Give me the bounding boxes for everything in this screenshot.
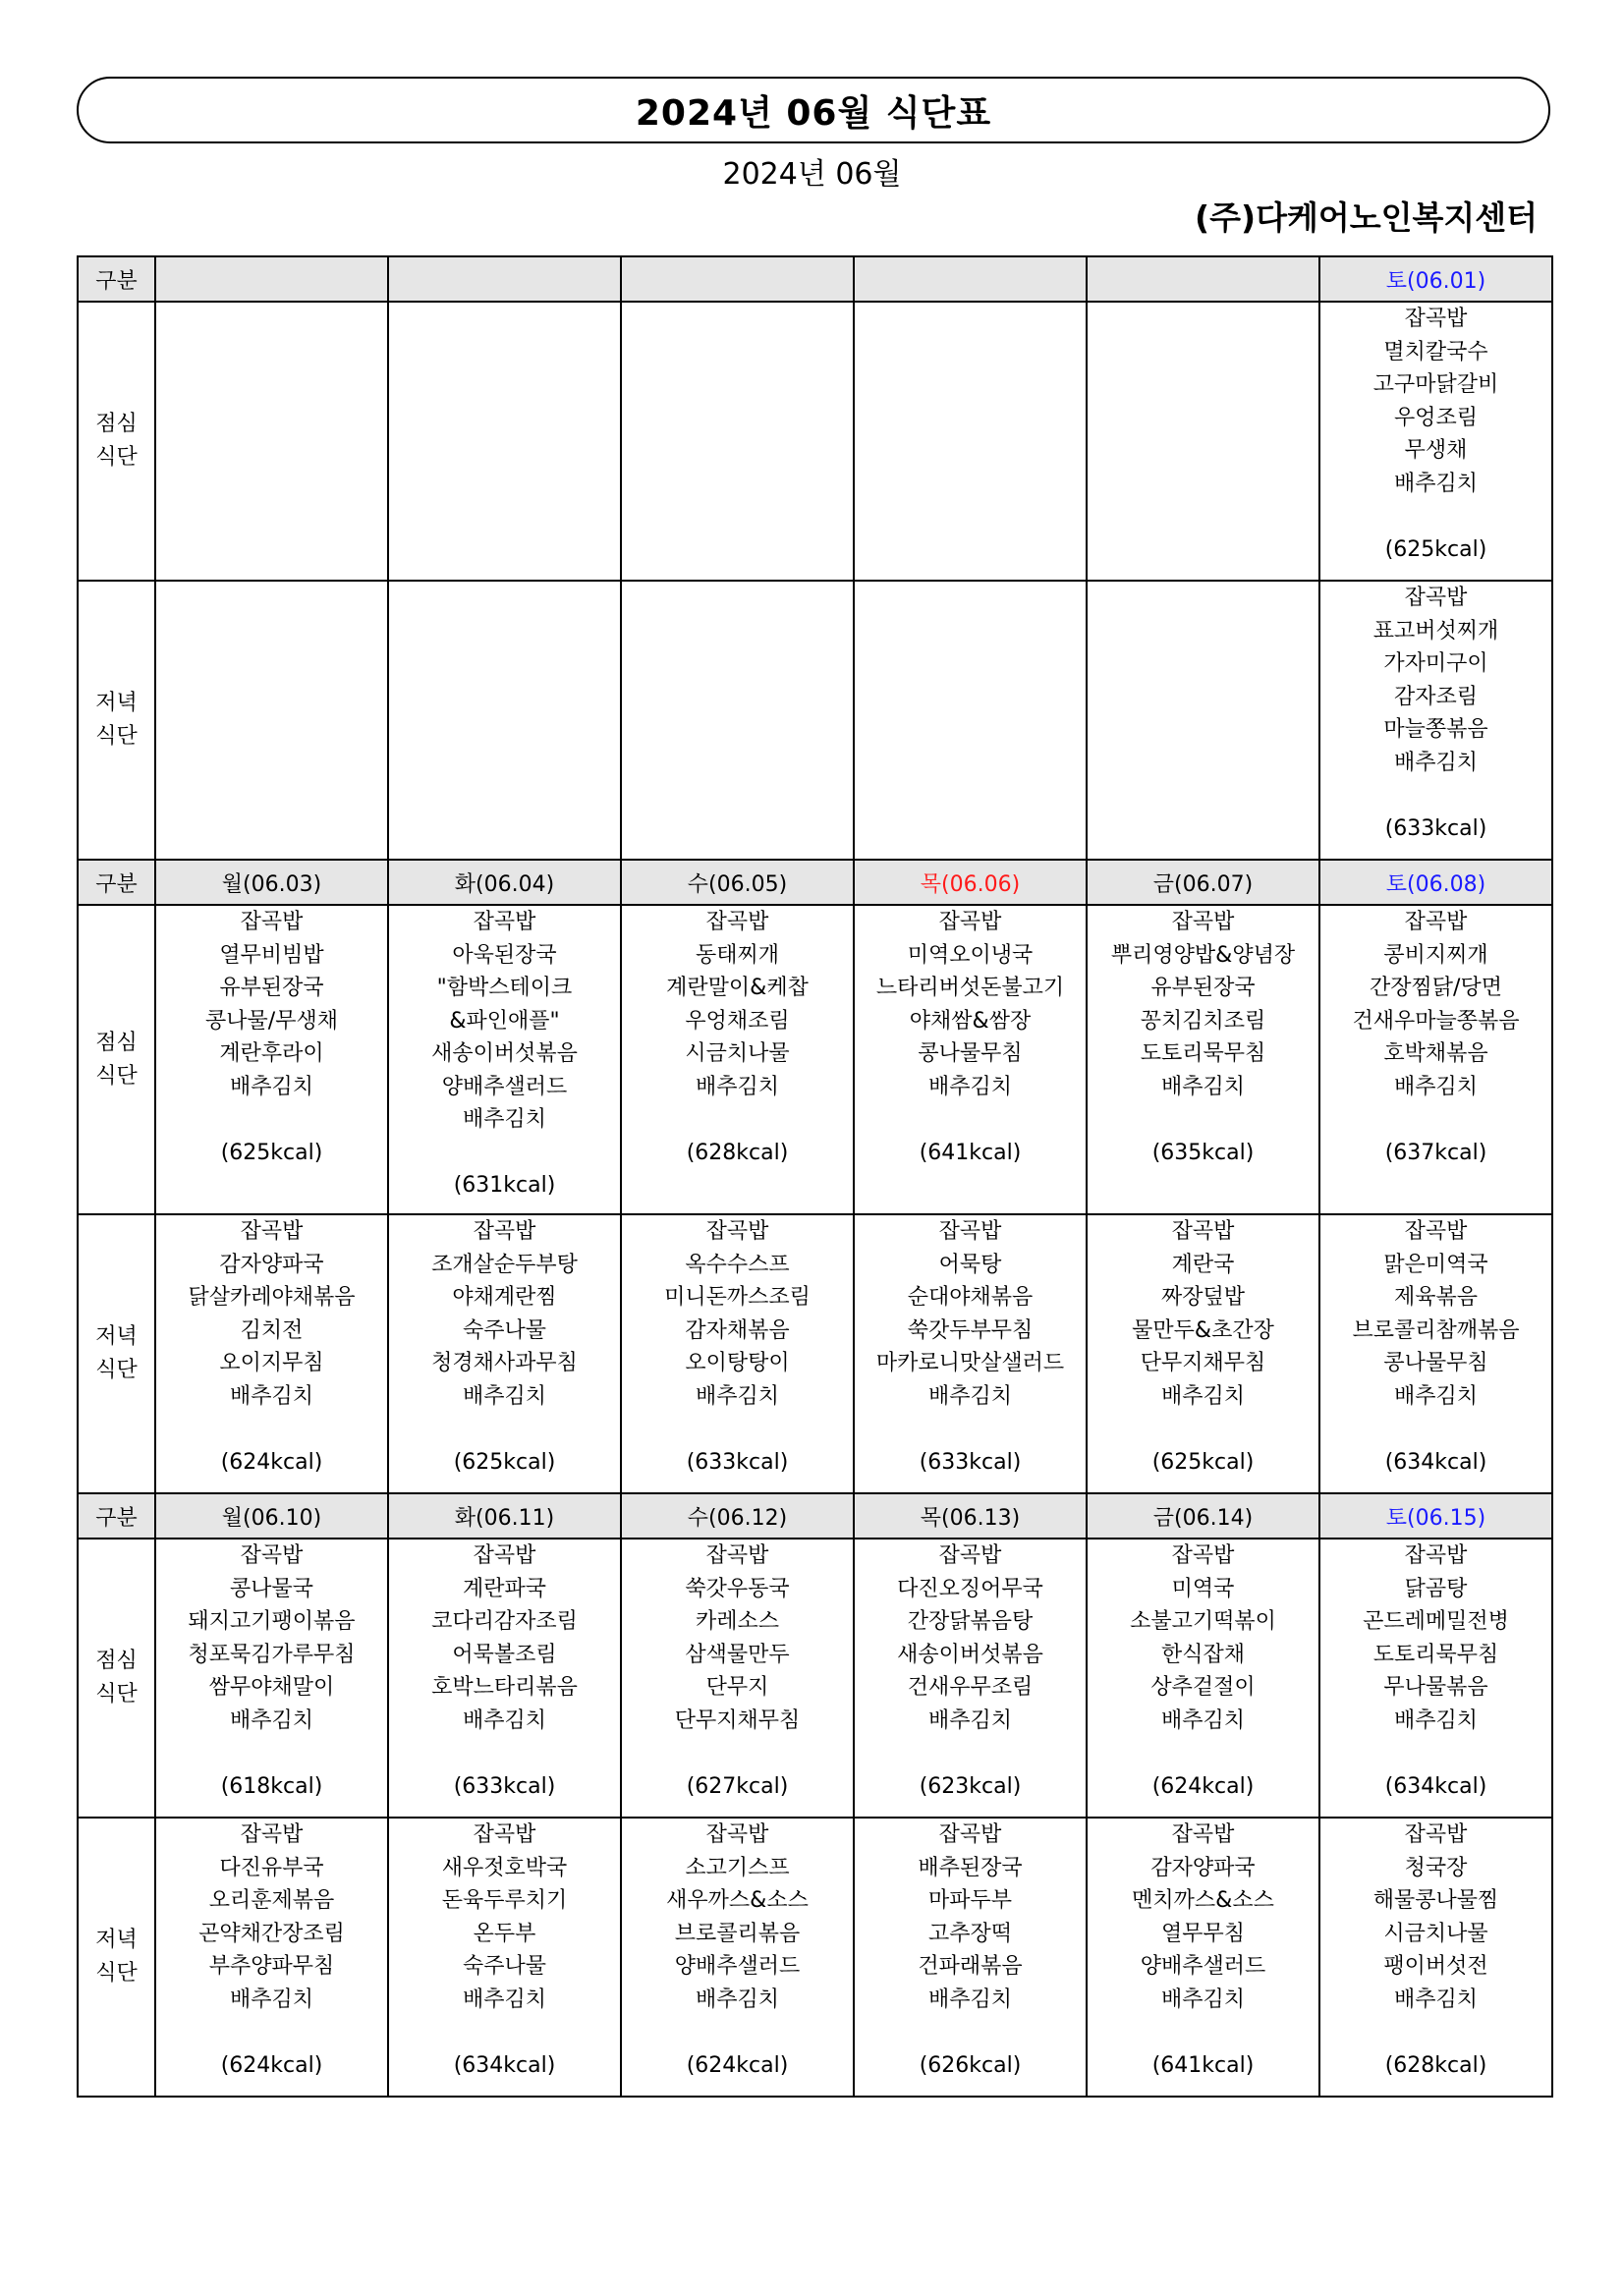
menu-item: 콩비지찌개 [1383,942,1488,968]
menu-item: "함박스테이크 [436,976,573,1000]
menu-item [1088,1103,1318,1137]
menu-item: 곤약채간장조림 [198,1921,345,1946]
menu-item: 배추김치 [229,1074,313,1099]
menu-item: 콩나물무침 [918,1041,1023,1066]
calorie-value: (627kcal) [686,1773,789,1799]
meal-label-line: 식단 [95,1063,138,1089]
dinner-menu-cell [621,1214,854,1493]
menu-item: 돈육두루치기 [441,1888,568,1913]
menu-item: 잡곡밥 [473,1543,536,1568]
day-header: 화(06.04) [388,860,621,905]
menu-item: 잡곡밥 [240,910,304,934]
menu-item: 순대야채볶음 [907,1285,1034,1310]
lunch-menu-cell [1087,905,1319,1214]
menu-item: 잡곡밥 [1171,1822,1235,1847]
lunch-row [78,302,1552,581]
menu-item: 양배추샐러드 [674,1954,801,1979]
header-label: 구분 [78,860,155,905]
menu-item: 제육볶음 [1393,1285,1478,1310]
calorie-value: (633kcal) [453,1773,556,1799]
lunch-menu-cell [388,905,621,1214]
menu-item: 열무무침 [1160,1921,1245,1946]
menu-item: 콩나물국 [229,1576,313,1601]
menu-item: 표고버섯찌개 [1372,618,1499,644]
header-label: 구분 [78,1493,155,1539]
calorie-value: (641kcal) [919,1140,1022,1165]
menu-item [1088,1413,1318,1446]
menu-item: 배추김치 [1393,1707,1478,1733]
calorie-value: (628kcal) [1384,2052,1487,2078]
menu-item: 배추김치 [229,1707,313,1733]
menu-item: 유부된장국 [219,976,324,1000]
calorie-value: (624kcal) [1151,1773,1255,1799]
menu-item [389,1137,620,1170]
menu-item: 잡곡밥 [1171,1219,1235,1244]
menu-item [1320,1413,1551,1446]
menu-item: 잡곡밥 [1404,1219,1468,1244]
menu-item: 배추된장국 [918,1855,1023,1880]
menu-item: 잡곡밥 [705,1822,769,1847]
menu-item: 간장닭볶음탕 [907,1609,1034,1634]
menu-item: 도토리묵무침 [1372,1642,1499,1667]
calorie-value: (634kcal) [1384,1449,1487,1475]
meal-label-line: 점심 [95,412,138,436]
menu-item: 감자양파국 [219,1252,324,1277]
menu-item: 배추김치 [462,1107,546,1132]
week-header-row [78,860,1552,905]
menu-item: 잡곡밥 [240,1822,304,1847]
calorie-value: (623kcal) [919,1773,1022,1799]
menu-item: 숙주나물 [462,1954,546,1979]
menu-item: 어묵탕 [938,1252,1002,1277]
day-header: 수(06.05) [621,860,854,905]
dinner-label [78,1818,155,2097]
menu-item: 꽁치김치조림 [1140,1008,1266,1034]
day-header [854,256,1087,302]
menu-item: 배추김치 [927,1383,1012,1409]
menu-item: 잡곡밥 [938,1543,1002,1568]
menu-item: 배추김치 [927,1074,1012,1099]
lunch-menu-cell [388,302,621,581]
menu-item: 양배추샐러드 [1140,1954,1266,1979]
menu-item: 마파두부 [927,1888,1012,1913]
menu-item: 새송이버섯볶음 [431,1041,578,1066]
day-header: 목(06.13) [854,1493,1087,1539]
menu-item: 숙주나물 [462,1317,546,1343]
meal-label-line: 식단 [95,445,138,470]
menu-item [389,1413,620,1446]
menu-item: 배추김치 [1160,1383,1245,1409]
menu-item: 야채계란찜 [452,1285,557,1310]
calorie-value: (633kcal) [686,1449,789,1475]
menu-item: 배추김치 [1393,1383,1478,1409]
dinner-menu-cell [1319,1214,1552,1493]
menu-item: 잡곡밥 [1404,1822,1468,1847]
menu-item: 잡곡밥 [1171,910,1235,934]
menu-item [1320,1737,1551,1770]
calorie-value: (633kcal) [919,1449,1022,1475]
menu-item: 새우까스&소스 [666,1888,809,1913]
menu-item: 건파래볶음 [918,1954,1023,1979]
meal-label-line: 저녁 [95,1928,138,1952]
menu-item: &파인애플" [449,1008,560,1034]
menu-item: 잡곡밥 [1404,910,1468,934]
menu-item: 오리훈제볶음 [208,1888,335,1913]
menu-item: 팽이버섯전 [1383,1954,1488,1979]
menu-item: 잡곡밥 [473,1822,536,1847]
dinner-row [78,1818,1552,2097]
menu-item: 단무지채무침 [1140,1351,1266,1375]
menu-item: 잡곡밥 [473,910,536,934]
day-header [155,256,388,302]
menu-item: 상추겉절이 [1150,1675,1256,1700]
menu-item: 계란국 [1171,1252,1235,1277]
day-header: 화(06.11) [388,1493,621,1539]
menu-item: 해물콩나물찜 [1372,1888,1499,1913]
dinner-menu-cell [388,1214,621,1493]
menu-item: 잡곡밥 [1404,586,1468,610]
menu-item: 배추김치 [695,1987,779,2012]
dinner-menu-cell [621,1818,854,2097]
lunch-menu-cell [1087,1539,1319,1818]
lunch-menu-cell [1319,1539,1552,1818]
menu-item [1320,779,1551,812]
menu-item: 새송이버섯볶음 [897,1642,1043,1667]
lunch-menu-cell [388,1539,621,1818]
menu-item: 잡곡밥 [938,1822,1002,1847]
menu-item: 배추김치 [229,1987,313,2012]
menu-item: 배추김치 [229,1383,313,1409]
lunch-row [78,905,1552,1214]
menu-item: 배추김치 [1393,1987,1478,2012]
lunch-menu-cell [854,302,1087,581]
menu-item: 무나물볶음 [1383,1675,1488,1700]
menu-item: 잡곡밥 [938,910,1002,934]
menu-item: 배추김치 [927,1707,1012,1733]
menu-item: 부추양파무침 [208,1954,335,1979]
menu-item: 배추김치 [462,1383,546,1409]
menu-item: 우엉채조림 [685,1008,790,1034]
menu-item [622,2016,853,2049]
header-label: 구분 [78,256,155,302]
menu-item [1320,1103,1551,1137]
menu-item: 시금치나물 [1383,1921,1488,1946]
menu-item [389,1737,620,1770]
menu-item: 브로콜리볶음 [674,1921,801,1946]
lunch-menu-cell [621,905,854,1214]
dinner-menu-cell [1087,1214,1319,1493]
menu-item: 곤드레메밀전병 [1363,1609,1509,1634]
menu-item: 배추김치 [462,1987,546,2012]
dinner-menu-cell [1319,1818,1552,2097]
menu-item: 청국장 [1404,1855,1468,1880]
menu-item [1320,2016,1551,2049]
menu-item: 가자미구이 [1383,651,1488,676]
calorie-value: (633kcal) [1384,815,1487,841]
menu-item: 무생채 [1404,438,1468,463]
menu-item: 호박느타리볶음 [431,1675,578,1700]
menu-item: 코다리감자조림 [431,1609,578,1634]
menu-item: 닭곰탕 [1404,1576,1468,1601]
day-header: 월(06.03) [155,860,388,905]
menu-item [156,2016,387,2049]
calorie-value: (618kcal) [220,1773,323,1799]
calorie-value: (624kcal) [220,2052,323,2078]
meal-label-line: 저녁 [95,1324,138,1349]
menu-item [622,1737,853,1770]
menu-item: 호박채볶음 [1383,1041,1488,1066]
menu-item: 양배추샐러드 [441,1074,568,1099]
menu-item: 삼색물만두 [685,1642,790,1667]
meal-label-line: 식단 [95,1682,138,1707]
menu-item: 시금치나물 [685,1041,790,1066]
menu-item: 잡곡밥 [240,1219,304,1244]
menu-item: 닭살카레야채볶음 [188,1285,356,1310]
organization-name: (주)다케어노인복지센터 [1195,198,1538,237]
menu-item: 멸치칼국수 [1383,339,1488,364]
menu-item: 마늘쫑볶음 [1383,717,1488,742]
menu-item [156,1103,387,1137]
menu-item: 청경채사과무침 [431,1351,578,1375]
dinner-menu-cell [155,1818,388,2097]
dinner-menu-cell [1087,1818,1319,2097]
menu-item: 조개살순두부탕 [431,1252,578,1277]
dinner-menu-cell [155,581,388,860]
menu-item [1088,2016,1318,2049]
menu-item: 짜장덮밥 [1160,1285,1245,1310]
menu-item: 감자채볶음 [685,1317,790,1343]
lunch-menu-cell [155,1539,388,1818]
menu-item: 배추김치 [695,1074,779,1099]
lunch-label [78,905,155,1214]
day-header [1087,256,1319,302]
menu-item: 콩나물/무생채 [205,1008,338,1034]
menu-item: 새우젓호박국 [441,1855,568,1880]
menu-item: 우엉조림 [1393,405,1478,430]
menu-item: 배추김치 [927,1987,1012,2012]
menu-item: 배추김치 [462,1707,546,1733]
menu-item: 오이탕탕이 [685,1351,790,1375]
menu-item: 마카로니맛살샐러드 [875,1351,1065,1375]
page-subtitle: 2024년 06월 [722,157,902,192]
calorie-value: (625kcal) [1384,536,1487,562]
calorie-value: (625kcal) [1151,1449,1255,1475]
day-header [621,256,854,302]
menu-item: 고추장떡 [927,1921,1012,1946]
menu-item: 돼지고기팽이볶음 [188,1609,356,1634]
menu-item: 청포묵김가루무침 [188,1642,356,1667]
day-header: 목(06.06) [854,860,1087,905]
dinner-menu-cell [854,581,1087,860]
menu-item: 온두부 [473,1921,536,1946]
menu-item: 배추김치 [1393,750,1478,775]
menu-item: 열무비빔밥 [219,942,324,968]
calorie-value: (624kcal) [686,2052,789,2078]
lunch-menu-cell [155,302,388,581]
calorie-value: (626kcal) [919,2052,1022,2078]
meal-label-line: 식단 [95,724,138,749]
menu-item: 미니돈까스조림 [664,1285,811,1310]
menu-item: 잡곡밥 [473,1219,536,1244]
menu-item: 배추김치 [695,1383,779,1409]
lunch-row [78,1539,1552,1818]
calorie-value: (635kcal) [1151,1140,1255,1165]
menu-item: 계란말이&케찹 [666,976,809,1000]
dinner-row [78,1214,1552,1493]
menu-item: 야채쌈&쌈장 [909,1008,1032,1034]
menu-item: 건새우마늘쫑볶음 [1352,1008,1520,1034]
dinner-menu-cell [854,1818,1087,2097]
menu-item: 잡곡밥 [1404,1543,1468,1568]
menu-item: 오이지무침 [219,1351,324,1375]
menu-item: 계란후라이 [219,1041,324,1066]
lunch-menu-cell [1087,302,1319,581]
calorie-value: (631kcal) [453,1173,556,1198]
menu-item: 배추김치 [1160,1074,1245,1099]
day-header: 토(06.01) [1319,256,1552,302]
day-header: 토(06.15) [1319,1493,1552,1539]
dinner-menu-cell [388,581,621,860]
menu-item: 옥수수스프 [685,1252,790,1277]
calorie-value: (625kcal) [220,1140,323,1165]
menu-item [855,2016,1086,2049]
menu-item [622,1103,853,1137]
menu-item: 브로콜리참깨볶음 [1352,1317,1520,1343]
menu-item [622,1413,853,1446]
day-header: 월(06.10) [155,1493,388,1539]
menu-item: 카레소스 [695,1609,779,1634]
menu-item: 어묵볼조림 [452,1642,557,1667]
meal-label-line: 식단 [95,1961,138,1986]
dinner-menu-cell [388,1818,621,2097]
menu-item: 건새우무조림 [907,1675,1034,1700]
menu-item [1320,500,1551,533]
meal-label-line: 식단 [95,1358,138,1382]
menu-item: 아욱된장국 [452,942,557,968]
lunch-menu-cell [1319,905,1552,1214]
lunch-label [78,302,155,581]
menu-item: 단무지채무침 [674,1707,801,1733]
calorie-value: (628kcal) [686,1140,789,1165]
menu-item: 동태찌개 [695,942,779,968]
menu-item [389,2016,620,2049]
menu-item [855,1103,1086,1137]
meal-label-line: 저녁 [95,691,138,715]
menu-item: 다진유부국 [219,1855,324,1880]
menu-item: 계란파국 [462,1576,546,1601]
menu-item: 김치전 [240,1317,304,1343]
dinner-menu-cell [621,581,854,860]
menu-item: 쌈무야채말이 [208,1675,335,1700]
menu-item: 뿌리영양밥&양념장 [1110,942,1296,968]
menu-item: 감자양파국 [1150,1855,1256,1880]
calorie-value: (634kcal) [1384,1773,1487,1799]
menu-item: 잡곡밥 [240,1543,304,1568]
page-title: 2024년 06월 식단표 [77,77,1550,143]
lunch-menu-cell [621,1539,854,1818]
calorie-value: (637kcal) [1384,1140,1487,1165]
meal-label-line: 점심 [95,1649,138,1673]
menu-item: 미역국 [1171,1576,1235,1601]
menu-item: 소고기스프 [685,1855,790,1880]
menu-item: 쑥갓두부무침 [907,1317,1034,1343]
day-header: 토(06.08) [1319,860,1552,905]
week-header-row [78,256,1552,302]
menu-item: 물만두&초간장 [1132,1317,1274,1343]
menu-item: 멘치까스&소스 [1132,1888,1274,1913]
calorie-value: (634kcal) [453,2052,556,2078]
menu-item: 배추김치 [1160,1987,1245,2012]
lunch-menu-cell [155,905,388,1214]
menu-item: 유부된장국 [1150,976,1256,1000]
menu-item: 잡곡밥 [705,910,769,934]
menu-item: 잡곡밥 [938,1219,1002,1244]
calorie-value: (641kcal) [1151,2052,1255,2078]
calorie-value: (624kcal) [220,1449,323,1475]
menu-item: 잡곡밥 [1171,1543,1235,1568]
menu-item: 느타리버섯돈불고기 [875,976,1065,1000]
menu-item: 소불고기떡볶이 [1130,1609,1276,1634]
dinner-label [78,1214,155,1493]
week-header-row [78,1493,1552,1539]
menu-item: 잡곡밥 [1404,307,1468,331]
menu-item: 간장찜닭/당면 [1370,976,1502,1000]
day-header: 금(06.07) [1087,860,1319,905]
dinner-menu-cell [1319,581,1552,860]
meal-label-line: 점심 [95,1030,138,1055]
dinner-menu-cell [1087,581,1319,860]
dinner-menu-cell [155,1214,388,1493]
menu-item [156,1413,387,1446]
menu-item: 감자조림 [1393,684,1478,709]
menu-item: 배추김치 [1393,471,1478,496]
lunch-menu-cell [621,302,854,581]
meal-plan-table [77,255,1553,2098]
menu-item: 잡곡밥 [705,1219,769,1244]
menu-item: 고구마닭갈비 [1372,372,1499,397]
dinner-row [78,581,1552,860]
menu-item: 잡곡밥 [705,1543,769,1568]
menu-item [855,1413,1086,1446]
menu-item: 단무지 [705,1675,769,1700]
menu-item: 다진오징어무국 [897,1576,1043,1601]
menu-item: 도토리묵무침 [1140,1041,1266,1066]
menu-item [1088,1737,1318,1770]
lunch-menu-cell [854,1539,1087,1818]
dinner-label [78,581,155,860]
menu-item: 콩나물무침 [1383,1351,1488,1375]
menu-item [855,1737,1086,1770]
lunch-menu-cell [854,905,1087,1214]
calorie-value: (625kcal) [453,1449,556,1475]
lunch-label [78,1539,155,1818]
menu-item: 배추김치 [1393,1074,1478,1099]
dinner-menu-cell [854,1214,1087,1493]
day-header: 수(06.12) [621,1493,854,1539]
day-header [388,256,621,302]
menu-item: 미역오이냉국 [907,942,1034,968]
menu-item: 쑥갓우동국 [685,1576,790,1601]
menu-item [156,1737,387,1770]
day-header: 금(06.14) [1087,1493,1319,1539]
menu-item: 맑은미역국 [1383,1252,1488,1277]
menu-item: 배추김치 [1160,1707,1245,1733]
lunch-menu-cell [1319,302,1552,581]
menu-item: 한식잡채 [1160,1642,1245,1667]
